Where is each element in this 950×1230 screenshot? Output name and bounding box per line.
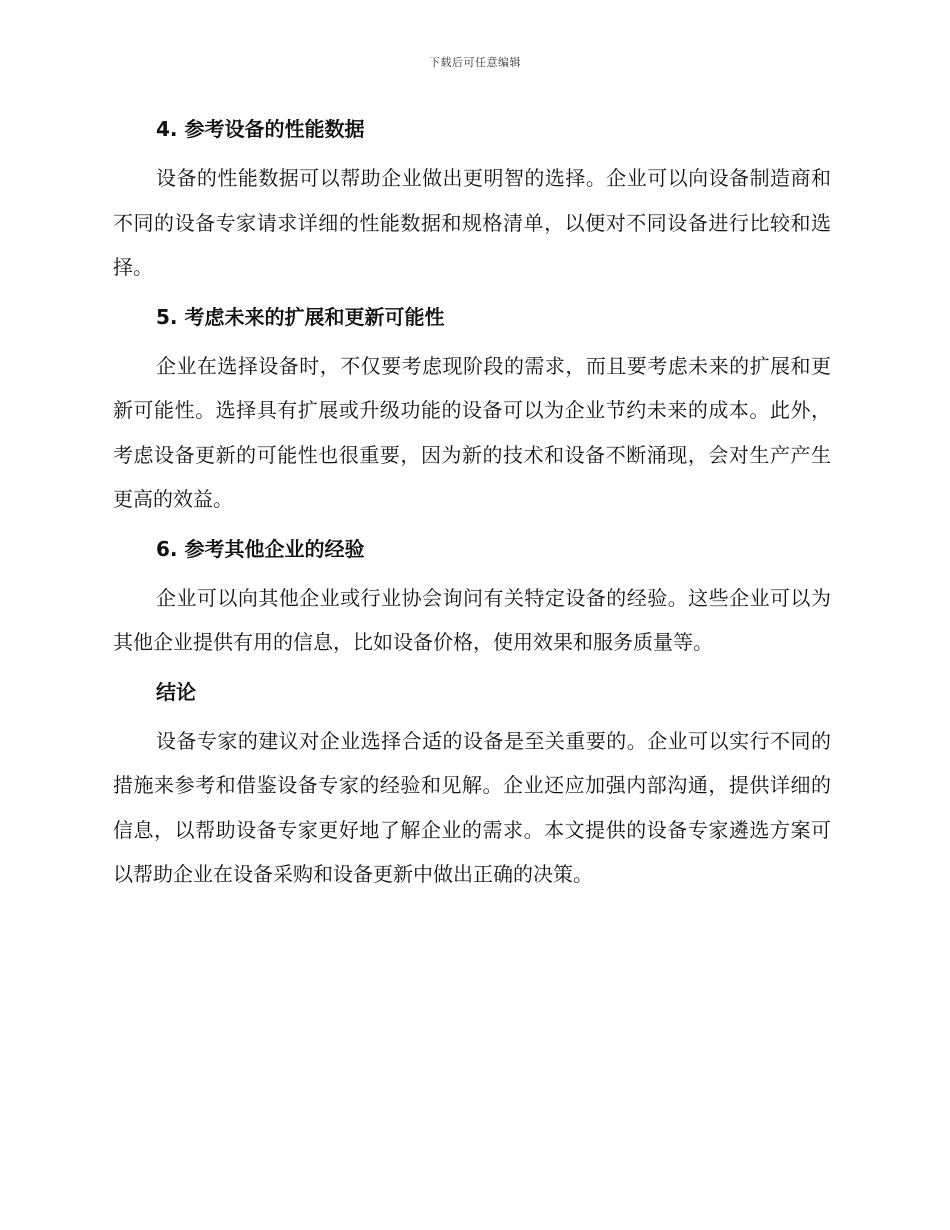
document-body <box>113 112 831 907</box>
section-paragraph: 企业可以向其他企业或行业协会询问有关特定设备的经验。这些企业可以为其他企业提供有用的信息，比如设备价格，使用效果和服务质量等。 <box>113 585 831 654</box>
section-other-experience <box>113 532 831 665</box>
section-heading: 结论 <box>156 679 196 704</box>
section-paragraph: 设备的性能数据可以帮助企业做出更明智的选择。企业可以向设备制造商和不同的设备专家请求详细的性能数据和规格清单，以便对不同设备进行比较和选择。 <box>113 166 831 279</box>
section-heading: 4. 参考设备的性能数据 <box>156 117 365 141</box>
section-performance-data <box>113 112 831 290</box>
section-conclusion <box>113 675 831 897</box>
section-paragraph: 企业在选择设备时，不仅要考虑现阶段的需求，而且要考虑未来的扩展和更新可能性。选择具有扩展或升级功能的设备可以为企业节约未来的成本。此外，考虑设备更新的可能性也很重要，因为新的技术和设备不断涌现，会对生产产生更高的效益。 <box>113 353 831 511</box>
section-paragraph: 设备专家的建议对企业选择合适的设备是至关重要的。企业可以实行不同的措施来参考和借鉴设备专家的经验和见解。企业还应加强内部沟通，提供详细的信息，以帮助设备专家更好地了解企业的需求。本文提供的设备专家遴选方案可以帮助企业在设备采购和设备更新中做出正确的决策。 <box>113 728 831 886</box>
page-header: 下载后可任意编辑 <box>429 56 521 69</box>
section-heading: 6. 参考其他企业的经验 <box>156 536 365 561</box>
section-future-expansion <box>113 300 831 522</box>
section-heading: 5. 考虑未来的扩展和更新可能性 <box>156 304 445 329</box>
